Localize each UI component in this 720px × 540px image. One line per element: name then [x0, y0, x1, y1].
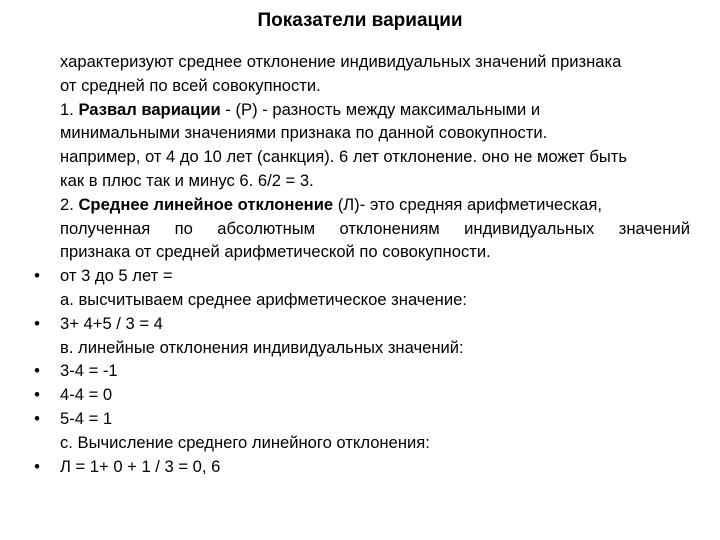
bullet-icon: • [34, 361, 40, 381]
slide-title: Показатели вариации [257, 10, 463, 31]
text-fragment: 1. [60, 99, 79, 119]
text-line: полученная по абсолютным отклонениям индивидуальных значений [60, 218, 690, 238]
text-line-srednee [60, 193, 690, 217]
bullet-text: 3-4 = -1 [60, 361, 118, 381]
text-line: характеризуют среднее отклонение индивидуальных значений признака [60, 52, 622, 71]
text-line: как в плюс так и минус 6. 6/2 = 3. [60, 170, 314, 190]
text-line: например, от 4 до 10 лет (санкция). 6 лет отклонение. оно не может быть [60, 147, 628, 167]
bullet-text: 5-4 = 1 [60, 408, 113, 428]
bullet-icon: • [34, 266, 40, 286]
text-line: в. линейные отклонения индивидуальных значений: [60, 337, 464, 357]
bullet-text: 4-4 = 0 [60, 385, 113, 405]
bullet-text: от 3 до 5 лет = [60, 266, 173, 286]
slide-body [34, 50, 690, 478]
term-razval-variatsii: Развал вариации [78, 99, 221, 119]
bullet-item [34, 407, 690, 431]
text-line: от средней по всей совокупности. [60, 75, 321, 95]
bullet-icon: • [34, 456, 40, 476]
bullet-icon: • [34, 385, 40, 405]
text-line-razval [60, 98, 690, 122]
bullet-item [34, 312, 690, 336]
bullet-text: Л = 1+ 0 + 1 / 3 = 0, 6 [60, 456, 221, 476]
bullet-item [34, 455, 690, 479]
text-fragment: (Л)- это средняя арифметическая, [333, 194, 602, 214]
bullet-text: 3+ 4+5 / 3 = 4 [60, 313, 163, 333]
bullet-icon: • [34, 313, 40, 333]
text-line: признака от средней арифметической по совокупности. [60, 242, 491, 262]
bullet-item [34, 264, 690, 288]
text-line: минимальными значениями признака по данной совокупности. [60, 123, 548, 143]
text-fragment: - (Р) - разность между максимальными и [220, 99, 541, 119]
text-line: а. высчитываем среднее арифметическое значение: [60, 289, 467, 309]
term-srednee-lineinoe-otklonenie: Среднее линейное отклонение [78, 194, 334, 214]
bullet-item [34, 359, 690, 383]
text-fragment: 2. [60, 194, 79, 214]
text-line: с. Вычисление среднего линейного отклонения: [60, 432, 430, 452]
bullet-icon: • [34, 408, 40, 428]
bullet-item [34, 383, 690, 407]
